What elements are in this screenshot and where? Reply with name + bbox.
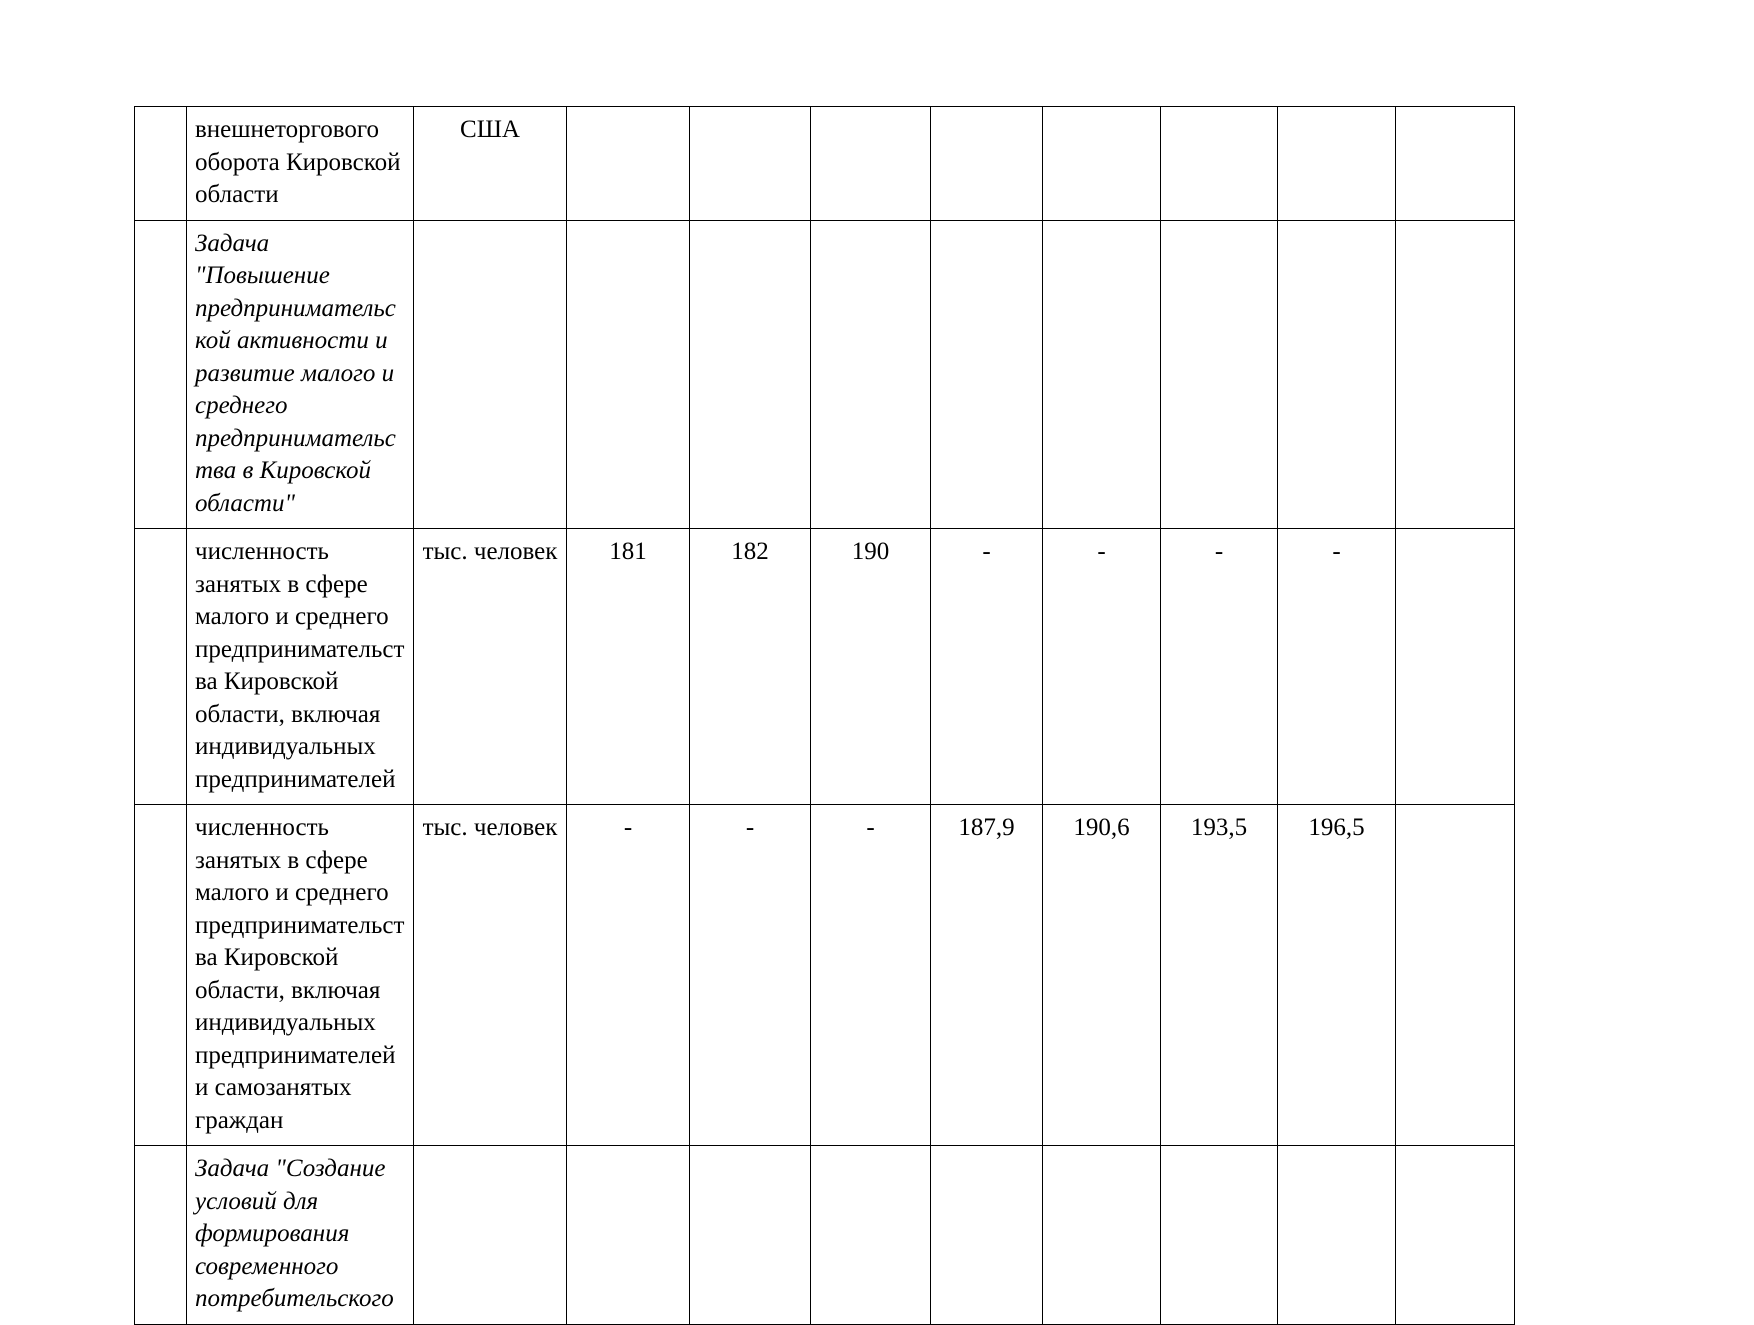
indicator-value: - [690,805,811,1146]
indicator-value [1161,107,1278,221]
indicator-name: численность занятых в сфере малого и среднего предпринимательства Кировской области, включая индивидуальных предпринимателей и самозанятых граждан [187,805,414,1146]
table-container [134,106,1396,1325]
indicator-table [134,106,1515,1325]
task-heading: Задача "Создание условий для формирования современного потребительского [187,1146,414,1325]
indicator-value [690,1146,811,1325]
indicator-value: - [567,805,690,1146]
row-gutter [135,529,187,805]
table-row [135,529,1515,805]
indicator-value [811,107,931,221]
indicator-value: 181 [567,529,690,805]
table-row [135,1146,1515,1325]
indicator-value [567,107,690,221]
indicator-value [811,1146,931,1325]
row-gutter [135,107,187,221]
indicator-value [690,107,811,221]
indicator-value [1396,220,1515,529]
row-gutter [135,1146,187,1325]
indicator-value [1043,220,1161,529]
table-body [135,107,1515,1325]
indicator-value [1396,1146,1515,1325]
task-heading: Задача "Повышение предпринимательской активности и развитие малого и среднего предпринимательства в Кировской области" [187,220,414,529]
indicator-value: 187,9 [931,805,1043,1146]
indicator-value: 196,5 [1278,805,1396,1146]
indicator-value: - [1161,529,1278,805]
indicator-value [1278,1146,1396,1325]
table-row [135,107,1515,221]
indicator-value [1161,1146,1278,1325]
indicator-value: - [1043,529,1161,805]
indicator-value: 193,5 [1161,805,1278,1146]
indicator-value: 190 [811,529,931,805]
indicator-value: - [931,529,1043,805]
indicator-value [1396,107,1515,221]
indicator-value [1043,107,1161,221]
indicator-value [1396,805,1515,1146]
indicator-value [931,1146,1043,1325]
indicator-value [931,220,1043,529]
indicator-unit: тыс. человек [414,529,567,805]
indicator-value [1161,220,1278,529]
indicator-value [1396,529,1515,805]
indicator-value [567,1146,690,1325]
table-row [135,220,1515,529]
indicator-value: 190,6 [1043,805,1161,1146]
indicator-unit [414,1146,567,1325]
indicator-value: - [811,805,931,1146]
indicator-value [1278,220,1396,529]
row-gutter [135,805,187,1146]
indicator-value [1043,1146,1161,1325]
indicator-value [811,220,931,529]
indicator-unit: тыс. человек [414,805,567,1146]
indicator-unit: США [414,107,567,221]
indicator-value [931,107,1043,221]
indicator-value: - [1278,529,1396,805]
indicator-name: численность занятых в сфере малого и среднего предпринимательства Кировской области, включая индивидуальных предпринимателей [187,529,414,805]
table-row [135,805,1515,1146]
row-gutter [135,220,187,529]
indicator-value [567,220,690,529]
indicator-name: внешнеторгового оборота Кировской области [187,107,414,221]
indicator-value: 182 [690,529,811,805]
indicator-value [1278,107,1396,221]
indicator-unit [414,220,567,529]
indicator-value [690,220,811,529]
